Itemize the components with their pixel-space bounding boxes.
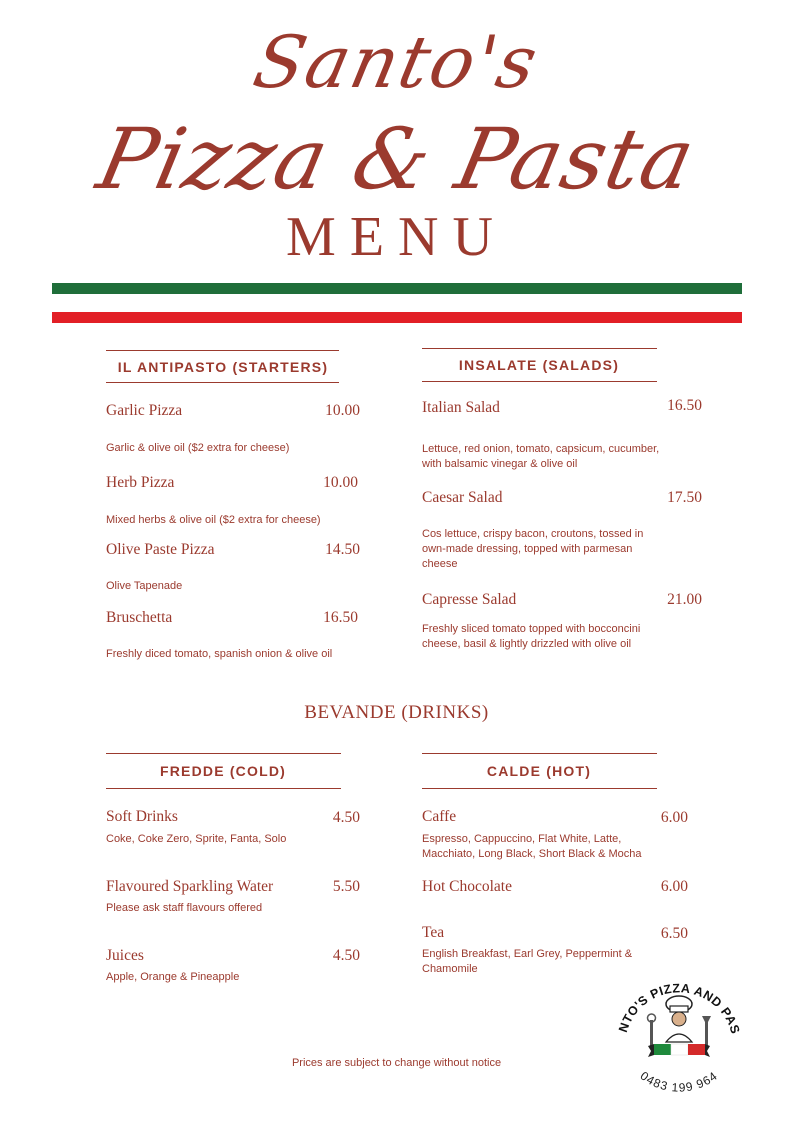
menu-item-desc: Olive Tapenade — [106, 580, 183, 592]
red-stripe — [52, 312, 742, 323]
section-heading-calde: CALDE (HOT) — [486, 763, 592, 779]
menu-item-desc: Cos lettuce, crispy bacon, croutons, tossed in own-made dressing, topped with parmesan cheese — [422, 528, 644, 570]
restaurant-logo — [604, 956, 754, 1106]
menu-item-name: Herb Pizza — [106, 474, 175, 491]
menu-item-price: 6.00 — [660, 878, 688, 895]
price-notice: Prices are subject to change without notice — [291, 1057, 502, 1069]
logo-phone: 0483 199 964 — [637, 1068, 721, 1095]
logo-ring-text: NTO'S PIZZA AND PAS — [616, 981, 743, 1036]
menu-item-price: 14.50 — [325, 541, 360, 558]
menu-item-price: 10.00 — [325, 402, 360, 419]
section-heading-fredde: FREDDE (COLD) — [159, 763, 287, 779]
menu-item-name: Tea — [422, 924, 445, 941]
divider — [106, 753, 341, 754]
menu-item-desc: Lettuce, red onion, tomato, capsicum, cucumber, with balsamic vinegar & olive oil — [422, 443, 660, 470]
menu-item-desc: Coke, Coke Zero, Sprite, Fanta, Solo — [106, 833, 287, 845]
italian-flag-ribbon — [648, 1044, 710, 1057]
menu-item-price: 4.50 — [332, 809, 360, 826]
menu-item-desc: Freshly diced tomato, spanish onion & olive oil — [106, 648, 333, 660]
menu-item-name: Flavoured Sparkling Water — [106, 878, 274, 895]
divider — [106, 350, 339, 351]
menu-item-name: Caesar Salad — [422, 489, 503, 506]
menu-item-price: 6.50 — [660, 925, 688, 942]
menu-item-desc: Mixed herbs & olive oil ($2 extra for cheese) — [106, 514, 321, 526]
menu-item-desc: Espresso, Cappuccino, Flat White, Latte, Macchiato, Long Black, Short Black & Mocha — [422, 833, 642, 860]
menu-item-name: Olive Paste Pizza — [106, 541, 215, 558]
divider — [422, 348, 657, 349]
menu-item-price: 16.50 — [323, 609, 358, 626]
menu-item-price: 4.50 — [332, 947, 360, 964]
menu-item-name: Soft Drinks — [106, 808, 178, 825]
menu-item-desc: Freshly sliced tomato topped with bocconcini cheese, basil & lightly drizzled with olive oil — [422, 623, 641, 650]
menu-item-name: Garlic Pizza — [106, 402, 183, 419]
menu-heading: MENU — [286, 206, 507, 268]
section-heading-antipasto: IL ANTIPASTO (STARTERS) — [117, 359, 329, 375]
menu-item-name: Bruschetta — [106, 609, 173, 626]
chef-icon — [648, 996, 712, 1046]
menu-item-price: 5.50 — [332, 878, 360, 895]
menu-item-price: 16.50 — [667, 397, 702, 414]
menu-item-name: Juices — [106, 947, 144, 964]
menu-item-name: Capresse Salad — [422, 591, 517, 608]
menu-item-name: Hot Chocolate — [422, 878, 512, 895]
menu-item-price: 6.00 — [660, 809, 688, 826]
drinks-title: BEVANDE (DRINKS) — [304, 702, 489, 723]
svg-text:0483 199 964 — [638, 1069, 721, 1095]
menu-item-price: 10.00 — [323, 474, 358, 491]
divider — [106, 382, 339, 383]
green-stripe — [52, 283, 742, 294]
menu-item-name: Italian Salad — [422, 399, 500, 416]
menu-item-price: 17.50 — [667, 489, 702, 506]
menu-item-name: Caffe — [422, 808, 457, 825]
divider — [422, 381, 657, 382]
brand-script-line1: Santo's — [246, 20, 547, 104]
menu-item-price: 21.00 — [667, 591, 702, 608]
divider — [422, 753, 657, 754]
menu-item-desc: Please ask staff flavours offered — [106, 902, 263, 914]
menu-item-desc: Apple, Orange & Pineapple — [106, 971, 240, 983]
brand-script-line2: Pizza & Pasta — [89, 110, 704, 208]
menu-item-desc: Garlic & olive oil ($2 extra for cheese) — [106, 442, 290, 454]
divider — [422, 788, 657, 789]
section-heading-insalate: INSALATE (SALADS) — [458, 357, 620, 373]
divider — [106, 788, 341, 789]
logo-seal — [604, 956, 754, 1106]
menu-item-desc: English Breakfast, Earl Grey, Peppermint & Chamomile — [422, 948, 633, 975]
